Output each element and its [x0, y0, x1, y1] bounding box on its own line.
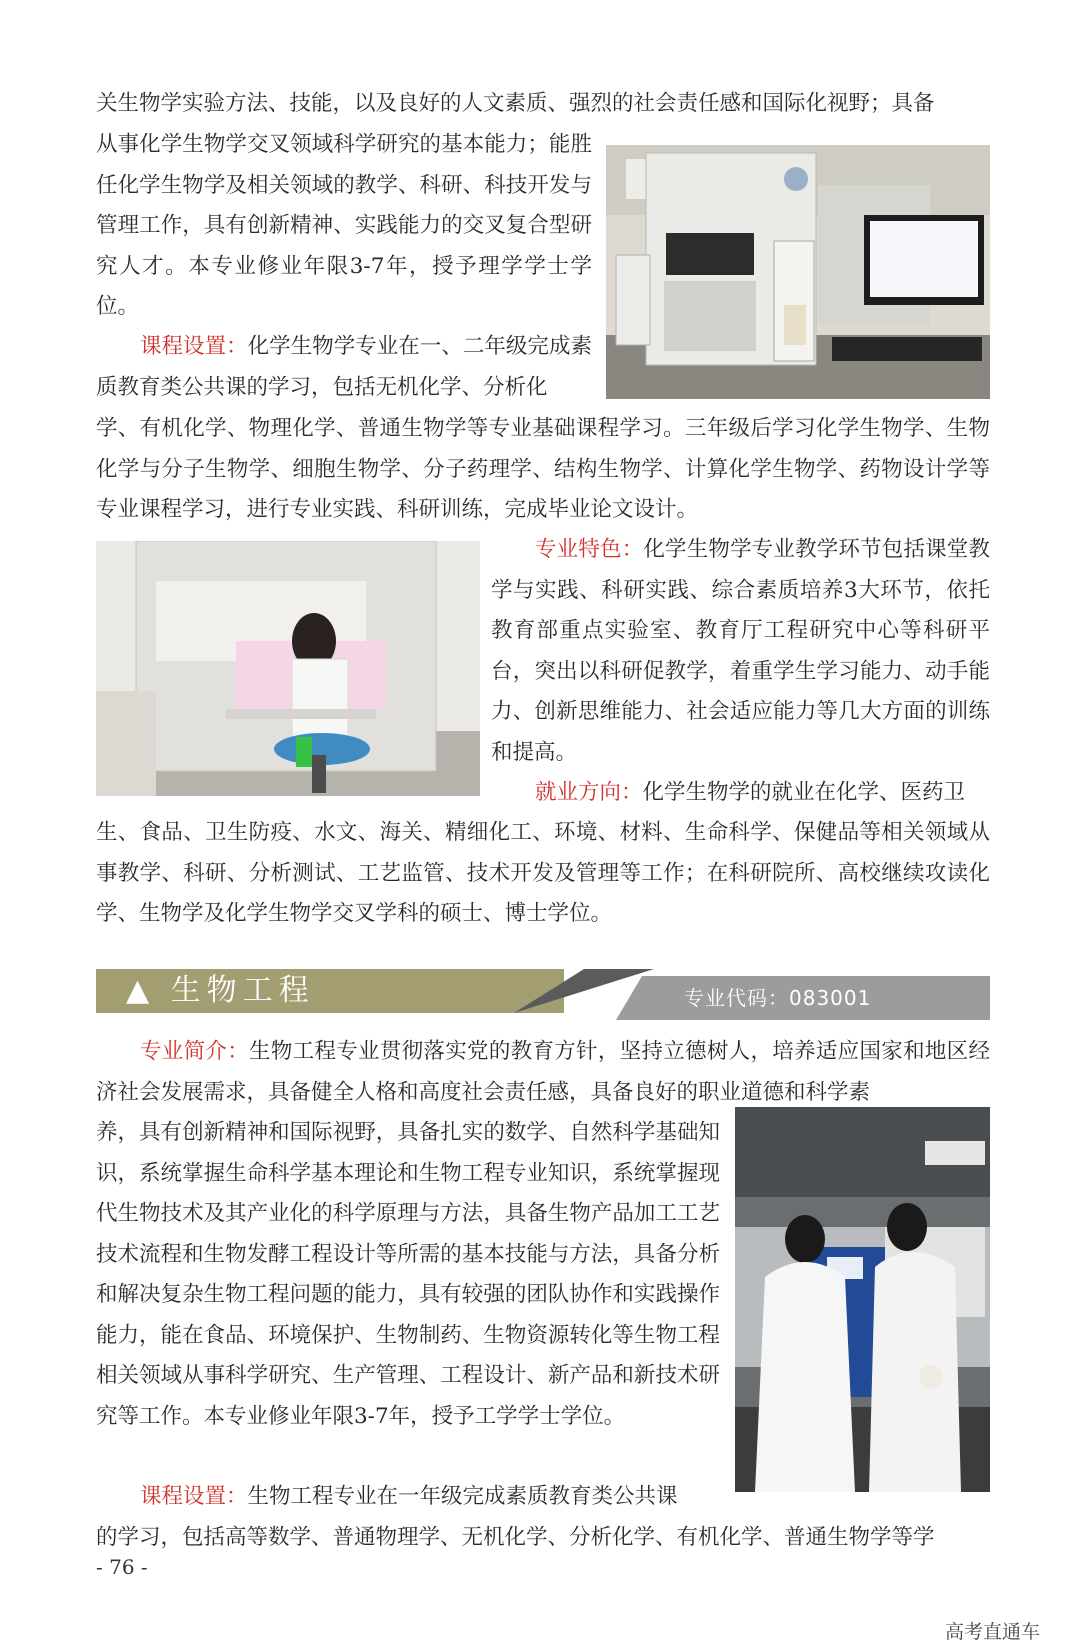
intro-wrap-text: 从事化学生物学交叉领域科学研究的基本能力；能胜任化学生物学及相关领域的教学、科研、科技开发与管理工作，具有创新精神、实践能力的交叉复合型研究人才。本专业修业年限3-7年，授予理学学士学位。 [96, 132, 592, 319]
watermark: 高考直通车 [945, 1621, 1041, 1643]
bioeng-course-wrap: 课程设置：生物工程专业在一年级完成素质教育类公共课 [140, 1484, 678, 1509]
feature-paragraph: 专业特色：化学生物学专业教学环节包括课堂教学与实践、科研实践、综合素质培养3大环节，依托教育部重点实验室、教育厅工程研究中心等科研平台，突出以科研促教学，着重学生学习能力、动手能力、创新思维能力、社会适应能力等几大方面的训练和提高。 [491, 537, 990, 765]
bioeng-intro-wrap: 养，具有创新精神和国际视野，具备扎实的数学、自然科学基础知识，系统掌握生命科学基本理论和生物工程专业知识，系统掌握现代生物技术及其产业化的科学原理与方法，具备生物产品加工工艺技术流程和生物发酵工程设计等所需的基本技能与方法，具备分析和解决复杂生物工程问题的能力，具有较强的团队协作和实践操作能力，能在食品、环境保护、生物制药、生物资源转化等生物工程相关领域从事科学研究、生产管理、工程设计、新产品和新技术研究等工作。本专业修业年限3-7年，授予工学学士学位。 [96, 1120, 720, 1429]
bioeng-intro-label: 专业简介： [140, 1039, 250, 1064]
course-paragraph-full: 学、有机化学、物理化学、普通生物学等专业基础课程学习。三年级后学习化学生物学、生物化学与分子生物学、细胞生物学、分子药理学、结构生物学、计算化学生物学、药物设计学等专业课程学习，进行专业实践、科研训练，完成毕业论文设计。 [96, 416, 990, 522]
biosafety-cabinet-photo [96, 541, 480, 796]
lab-instrument-photo [606, 145, 990, 399]
course-label: 课程设置： [140, 334, 248, 359]
career-paragraph-wrap: 就业方向：化学生物学的就业在化学、医药卫 [535, 780, 966, 805]
major-code: 专业代码：083001 [684, 986, 872, 1010]
bioeng-course-label: 课程设置： [140, 1484, 248, 1509]
career-label: 就业方向： [535, 780, 643, 805]
section-title: ▲ 生物工程 [126, 973, 315, 1008]
course-paragraph-wrap: 课程设置：化学生物学专业在一、二年级完成素质教育类公共课的学习，包括无机化学、分析化 [96, 334, 592, 400]
feature-label: 专业特色： [535, 537, 644, 562]
bioeng-course-full: 的学习，包括高等数学、普通物理学、无机化学、分析化学、有机化学、普通生物学等学 [96, 1525, 935, 1550]
section-header-banner [96, 969, 990, 1020]
career-paragraph-full: 生、食品、卫生防疫、水文、海关、精细化工、环境、材料、生命科学、保健品等相关领域从事教学、科研、分析测试、工艺监管、技术开发及管理等工作；在科研院所、高校继续攻读化学、生物学及化学生物学交叉学科的硕士、博士学位。 [96, 820, 990, 926]
intro-line-1: 关生物学实验方法、技能，以及良好的人文素质、强烈的社会责任感和国际化视野；具备 [96, 91, 935, 116]
page-number: - 76 - [96, 1555, 148, 1579]
bioeng-intro-full: 专业简介：生物工程专业贯彻落实党的教育方针，坚持立德树人，培养适应国家和地区经济社会发展需求，具备健全人格和高度社会责任感，具备良好的职业道德和科学素 [96, 1039, 990, 1105]
students-lab-photo [735, 1107, 990, 1492]
